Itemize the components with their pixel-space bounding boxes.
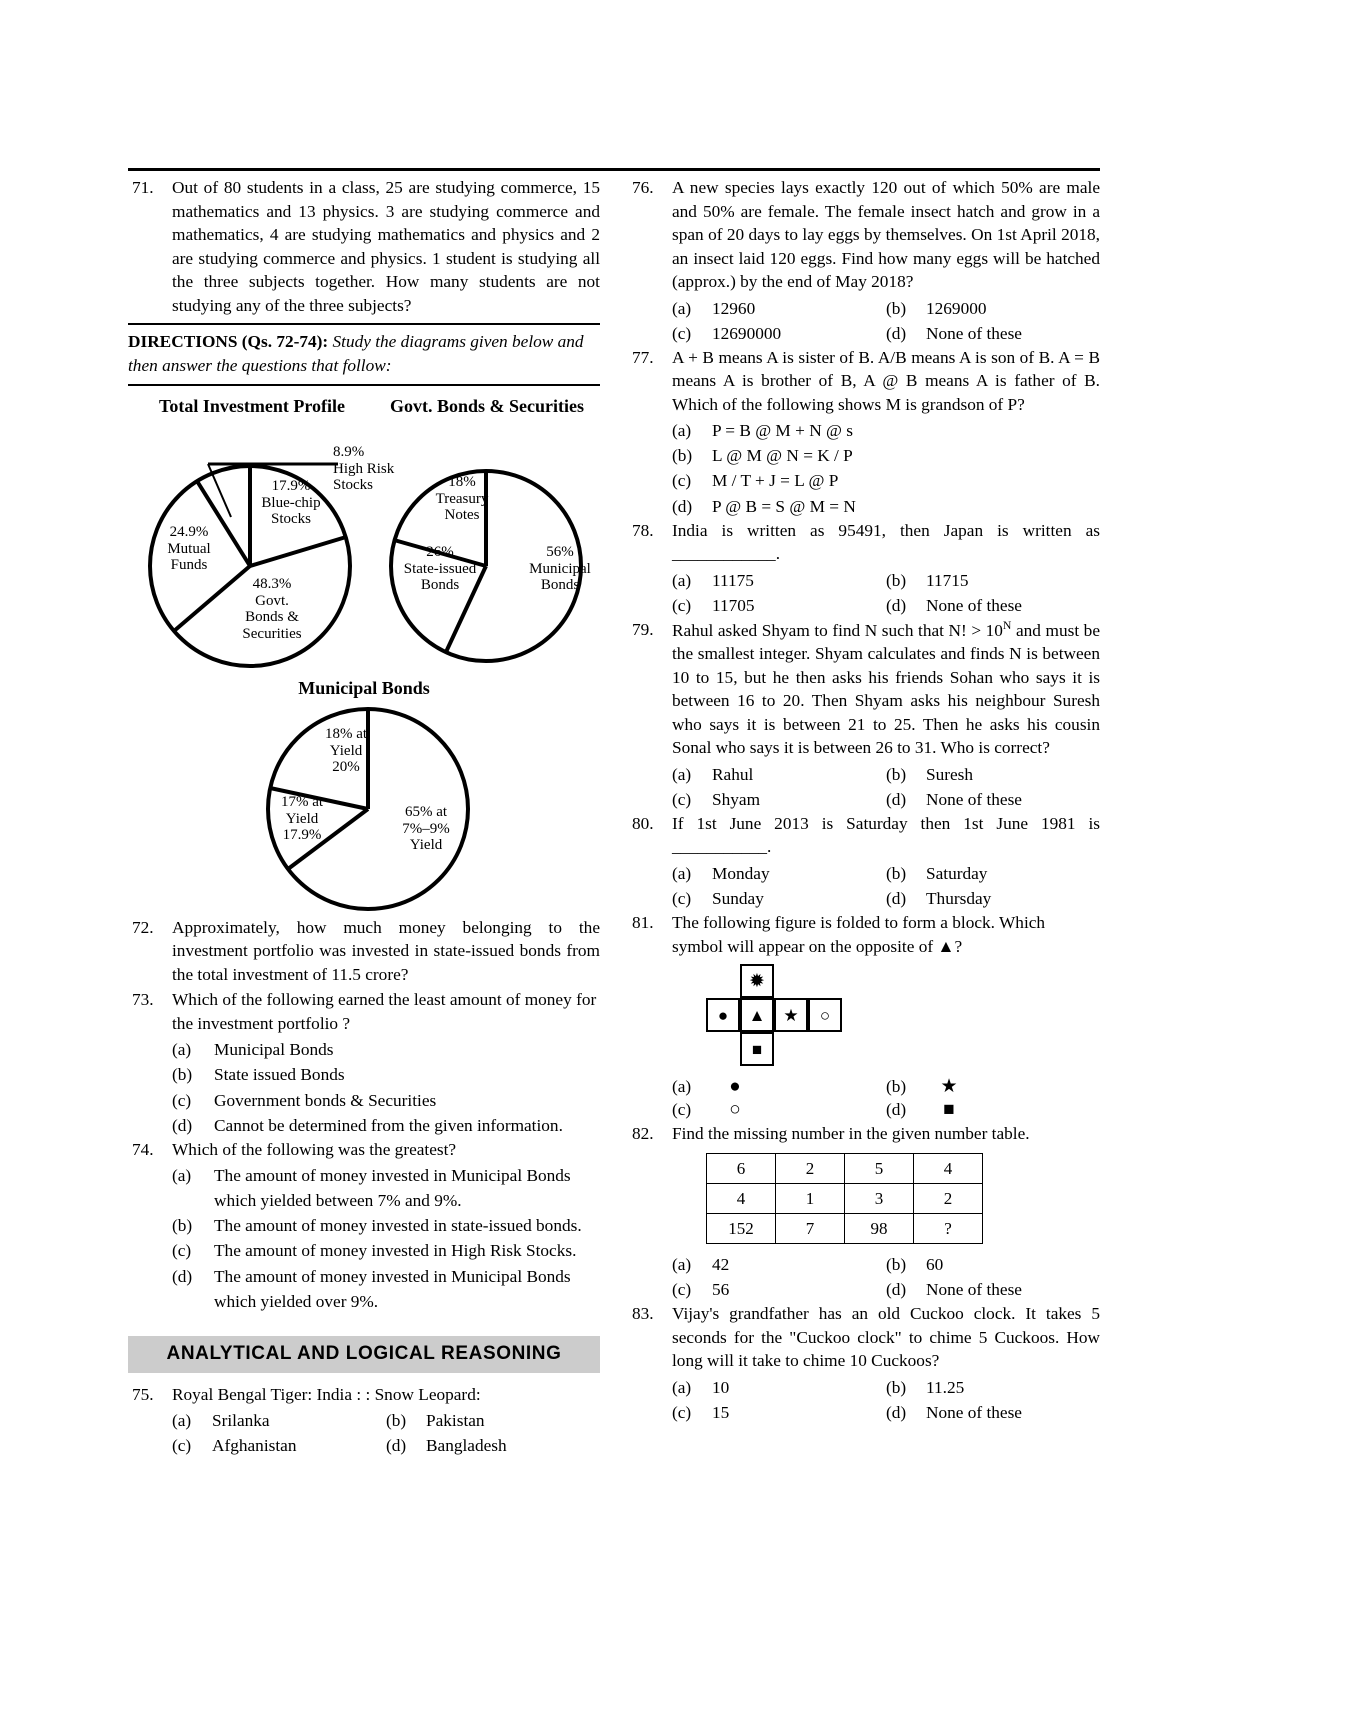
table-cell: 4 bbox=[707, 1184, 776, 1214]
option-d[interactable] bbox=[886, 1099, 1100, 1122]
option-b[interactable] bbox=[886, 1252, 1100, 1277]
option-label: (a) bbox=[672, 1077, 692, 1097]
option-label: (a) bbox=[672, 764, 692, 784]
table-cell: 2 bbox=[914, 1184, 983, 1214]
option-label: (c) bbox=[672, 1099, 692, 1119]
option-a[interactable] bbox=[172, 1037, 600, 1062]
question-number: 72. bbox=[132, 917, 154, 937]
option-text: Cannot be determined from the given information. bbox=[214, 1115, 563, 1135]
option-text: Bangladesh bbox=[426, 1436, 507, 1456]
option-label: (b) bbox=[886, 1255, 907, 1275]
q79-text-post: and must be the smallest integer. Shyam calculates and finds N is between 10 to 15, but he then asks his friends Sohan who says it is between 16 to 20. Then Shyam asks his neighbour Suresh who says it is between 21 to 25. Then he asks his cousin Sonal who says it is between 26 to 31. Who is correct? bbox=[672, 620, 1100, 758]
option-text: None of these bbox=[926, 595, 1022, 615]
option-text: None of these bbox=[926, 323, 1022, 343]
c1-mf-l2: Mutual bbox=[167, 540, 211, 557]
option-text: Srilanka bbox=[212, 1411, 270, 1431]
option-b[interactable] bbox=[672, 443, 1100, 468]
option-label: (d) bbox=[172, 1115, 193, 1135]
option-text: Shyam bbox=[712, 789, 761, 809]
chart-3-label-yield-20 bbox=[300, 726, 392, 776]
option-label: (a) bbox=[672, 421, 692, 441]
option-d[interactable] bbox=[886, 321, 1100, 346]
c1-gb-l3: Bonds & bbox=[245, 609, 299, 626]
option-d[interactable] bbox=[886, 886, 1100, 911]
q79-exponent: N bbox=[1002, 618, 1012, 632]
option-b[interactable] bbox=[886, 861, 1100, 886]
question-text: A new species lays exactly 120 out of which 50% are male and 50% are female. The female insect hatch and grow in a span of 20 days to lay eggs by themselves. On 1st April 2018, an insect laid 120 eggs. Find how many eggs will be hatched (approx.) by the end of May 2018? bbox=[672, 178, 1100, 292]
option-text: 11715 bbox=[926, 570, 969, 590]
option-c[interactable] bbox=[672, 886, 886, 911]
option-text: Thursday bbox=[926, 888, 992, 908]
option-a[interactable] bbox=[672, 1252, 886, 1277]
option-label: (b) bbox=[172, 1065, 193, 1085]
option-d[interactable] bbox=[886, 593, 1100, 618]
option-text: 10 bbox=[712, 1377, 730, 1397]
chart-2-label-state-issued bbox=[378, 544, 502, 594]
option-b[interactable] bbox=[886, 296, 1100, 321]
chart-3-label-yield-17-9 bbox=[256, 794, 348, 844]
option-label: (a) bbox=[672, 570, 692, 590]
left-column bbox=[128, 176, 600, 1458]
c1-hr-pct: 8.9% bbox=[333, 443, 365, 460]
option-text: The amount of money invested in Municipal Bonds which yielded between 7% and 9%. bbox=[214, 1166, 571, 1211]
option-label: (b) bbox=[886, 863, 907, 883]
option-d[interactable] bbox=[886, 787, 1100, 812]
c3-c3: Yield bbox=[409, 837, 443, 854]
c2-mb-l2: Municipal bbox=[529, 560, 591, 577]
c3-a3: 20% bbox=[332, 759, 360, 776]
question-number: 80. bbox=[632, 813, 654, 833]
option-text: 15 bbox=[712, 1402, 730, 1422]
option-b[interactable] bbox=[172, 1213, 600, 1238]
c1-bc-l2: Blue-chip bbox=[261, 494, 321, 511]
option-label: (a) bbox=[172, 1040, 192, 1060]
question-83 bbox=[628, 1302, 1100, 1373]
question-number: 71. bbox=[132, 178, 154, 197]
option-text: 11175 bbox=[712, 570, 754, 590]
table-cell: 7 bbox=[776, 1214, 845, 1244]
option-text: Rahul bbox=[712, 764, 754, 784]
question-number: 82. bbox=[632, 1123, 654, 1143]
option-c[interactable] bbox=[672, 787, 886, 812]
question-77-options bbox=[672, 418, 1100, 518]
option-label: (d) bbox=[886, 323, 907, 343]
c2-tn-pct: 18% bbox=[448, 473, 476, 490]
table-cell: 3 bbox=[845, 1184, 914, 1214]
option-text: P = B @ M + N @ s bbox=[712, 421, 853, 441]
c1-bc-l3: Stocks bbox=[270, 511, 311, 528]
option-text: State issued Bonds bbox=[214, 1065, 345, 1085]
question-text: Out of 80 students in a class, 25 are studying commerce, 15 mathematics and 13 physics. 3 are studying commerce and mathematics, 4 are studying mathematics and physics and 2 are studying commerce and physics. 1 student is studying all the three subjects together. How many students are not studying any of the three subjects? bbox=[172, 178, 600, 315]
option-d[interactable] bbox=[172, 1264, 600, 1314]
option-c[interactable] bbox=[172, 1088, 600, 1113]
question-text: Approximately, how much money belonging to the investment portfolio was invested in state-issued bonds from the total investment of 11.5 crore? bbox=[172, 917, 600, 984]
c1-mf-l3: Funds bbox=[170, 557, 208, 574]
directions-text: Study the diagrams given below and then answer the questions that follow: bbox=[128, 332, 584, 375]
question-text: If 1st June 2013 is Saturday then 1st June 1981 is ___________. bbox=[672, 813, 1100, 857]
question-80-options bbox=[672, 861, 1100, 911]
c2-mb-l3: Bonds bbox=[540, 577, 580, 594]
option-text: The amount of money invested in state-issued bonds. bbox=[214, 1216, 582, 1236]
directions-label: DIRECTIONS (Qs. 72-74): bbox=[128, 332, 329, 352]
c3-b2: Yield bbox=[285, 810, 319, 827]
option-text: Monday bbox=[712, 863, 770, 883]
option-label: (c) bbox=[672, 471, 692, 491]
open-circle-icon: ○ bbox=[729, 1098, 741, 1120]
section-header-analytical-logical-reasoning: ANALYTICAL AND LOGICAL REASONING bbox=[128, 1336, 600, 1373]
question-text: India is written as 95491, then Japan is written as ____________. bbox=[672, 520, 1100, 564]
option-b[interactable] bbox=[886, 568, 1100, 593]
option-label: (c) bbox=[172, 1241, 192, 1261]
option-a[interactable] bbox=[672, 861, 886, 886]
question-text: Royal Bengal Tiger: India : : Snow Leopard: bbox=[172, 1384, 481, 1404]
option-text: Suresh bbox=[926, 764, 974, 784]
question-75 bbox=[128, 1383, 600, 1407]
option-label: (b) bbox=[672, 446, 693, 466]
option-label: (b) bbox=[886, 570, 907, 590]
question-71 bbox=[128, 176, 600, 317]
question-number: 78. bbox=[632, 520, 654, 540]
c2-si-l3: Bonds bbox=[420, 577, 460, 594]
option-label: (d) bbox=[886, 789, 907, 809]
c1-gb-l2: Govt. bbox=[255, 592, 289, 609]
option-label: (a) bbox=[172, 1411, 192, 1431]
pie-charts-figure bbox=[128, 396, 600, 916]
q81-text-post: ? bbox=[954, 936, 963, 956]
option-b[interactable] bbox=[386, 1408, 600, 1433]
question-text: Find the missing number in the given number table. bbox=[672, 1123, 1030, 1143]
option-c[interactable] bbox=[672, 321, 886, 346]
net-cell-triangle bbox=[740, 998, 774, 1032]
option-text: 11705 bbox=[712, 595, 755, 615]
option-c[interactable] bbox=[672, 1277, 886, 1302]
question-82-options bbox=[672, 1252, 1100, 1302]
option-a[interactable] bbox=[672, 1375, 886, 1400]
question-81 bbox=[628, 911, 1100, 958]
option-text: The amount of money invested in High Risk Stocks. bbox=[214, 1241, 577, 1261]
question-number: 76. bbox=[632, 178, 654, 197]
right-column bbox=[628, 176, 1100, 1458]
star-icon: ★ bbox=[940, 1076, 958, 1098]
c3-b3: 17.9% bbox=[282, 827, 322, 844]
option-label: (a) bbox=[672, 863, 692, 883]
question-77 bbox=[628, 346, 1100, 417]
option-text: 56 bbox=[712, 1280, 730, 1300]
starburst-icon: ✹ bbox=[749, 970, 765, 992]
option-label: (c) bbox=[172, 1436, 192, 1456]
option-b[interactable] bbox=[886, 1375, 1100, 1400]
c1-gb-l4: Securities bbox=[242, 626, 302, 643]
option-c[interactable] bbox=[672, 468, 1100, 493]
c1-mf-pct: 24.9% bbox=[169, 523, 209, 540]
chart-2-label-treasury bbox=[410, 474, 514, 524]
question-76-options bbox=[672, 296, 1100, 346]
c2-tn-l2: Treasury bbox=[435, 490, 489, 507]
question-text: Which of the following was the greatest? bbox=[172, 1139, 457, 1159]
question-text: Which of the following earned the least amount of money for the investment portfolio ? bbox=[172, 990, 597, 1033]
option-label: (d) bbox=[886, 595, 907, 615]
question-text bbox=[672, 911, 1100, 958]
filled-circle-icon: ● bbox=[729, 1076, 741, 1098]
option-label: (c) bbox=[672, 1402, 692, 1422]
option-text: Afghanistan bbox=[212, 1436, 297, 1456]
option-label: (d) bbox=[886, 1099, 907, 1119]
option-c[interactable] bbox=[672, 1400, 886, 1425]
option-text: None of these bbox=[926, 1402, 1022, 1422]
directions-block bbox=[128, 323, 600, 386]
net-cell-filled-circle bbox=[706, 998, 740, 1032]
option-text: 11.25 bbox=[926, 1377, 965, 1397]
table-cell: 5 bbox=[845, 1154, 914, 1184]
option-d[interactable] bbox=[386, 1433, 600, 1458]
question-78-options bbox=[672, 568, 1100, 618]
chart-1-title: Total Investment Profile bbox=[159, 395, 345, 416]
option-a[interactable] bbox=[172, 1408, 386, 1433]
question-73 bbox=[128, 988, 600, 1035]
option-text: Municipal Bonds bbox=[214, 1040, 334, 1060]
option-label: (b) bbox=[172, 1216, 193, 1236]
page-top-rule bbox=[128, 168, 1100, 171]
net-cell-star bbox=[774, 998, 808, 1032]
question-78 bbox=[628, 519, 1100, 566]
c2-mb-pct: 56% bbox=[546, 543, 574, 560]
option-label: (c) bbox=[172, 1090, 192, 1110]
option-label: (b) bbox=[386, 1411, 407, 1431]
table-cell: 1 bbox=[776, 1184, 845, 1214]
q81-text-pre: The following figure is folded to form a block. Which symbol will appear on the opposite of bbox=[672, 912, 1046, 956]
chart-2-title: Govt. Bonds & Securities bbox=[389, 395, 584, 416]
option-label: (b) bbox=[886, 1377, 907, 1397]
question-number: 73. bbox=[132, 990, 154, 1010]
filled-circle-icon: ● bbox=[717, 1005, 729, 1025]
c2-si-l2: State-issued bbox=[403, 560, 477, 577]
option-label: (d) bbox=[886, 1280, 907, 1300]
question-number: 81. bbox=[632, 912, 654, 932]
net-cell-open-circle bbox=[808, 998, 842, 1032]
option-d[interactable] bbox=[886, 1277, 1100, 1302]
question-number: 79. bbox=[632, 619, 654, 639]
option-text: 12960 bbox=[712, 298, 756, 318]
option-text: L @ M @ N = K / P bbox=[712, 446, 853, 466]
option-b[interactable] bbox=[172, 1062, 600, 1087]
question-82 bbox=[628, 1122, 1100, 1146]
option-label: (c) bbox=[672, 323, 692, 343]
option-label: (b) bbox=[886, 764, 907, 784]
option-label: (d) bbox=[386, 1436, 407, 1456]
option-text: Sunday bbox=[712, 888, 764, 908]
question-74-options bbox=[172, 1163, 600, 1313]
option-d[interactable] bbox=[172, 1113, 600, 1138]
option-c[interactable] bbox=[172, 1433, 386, 1458]
option-a[interactable] bbox=[672, 568, 886, 593]
option-label: (c) bbox=[672, 595, 692, 615]
option-label: (a) bbox=[672, 298, 692, 318]
option-text: Saturday bbox=[926, 863, 988, 883]
table-cell: 6 bbox=[707, 1154, 776, 1184]
question-79-options bbox=[672, 762, 1100, 812]
c2-tn-l3: Notes bbox=[444, 507, 480, 524]
c3-a2: Yield bbox=[329, 742, 363, 759]
option-label: (d) bbox=[172, 1266, 193, 1286]
option-text: P @ B = S @ M = N bbox=[712, 496, 856, 516]
option-label: (a) bbox=[672, 1255, 692, 1275]
option-label: (a) bbox=[672, 1377, 692, 1397]
question-73-options bbox=[172, 1037, 600, 1137]
option-a[interactable] bbox=[172, 1163, 600, 1213]
filled-square-icon: ■ bbox=[751, 1039, 763, 1059]
question-83-options bbox=[672, 1375, 1100, 1425]
c1-hr-l2: High Risk bbox=[333, 460, 395, 477]
option-a[interactable] bbox=[672, 418, 1100, 443]
option-d[interactable] bbox=[886, 1400, 1100, 1425]
option-text: Pakistan bbox=[426, 1411, 485, 1431]
option-text: None of these bbox=[926, 1280, 1022, 1300]
question-number: 77. bbox=[632, 347, 654, 367]
table-cell: 152 bbox=[707, 1214, 776, 1244]
option-text: 1269000 bbox=[926, 298, 987, 318]
q79-text-pre: Rahul asked Shyam to find N such that N! > 10 bbox=[672, 620, 1003, 640]
filled-square-icon: ■ bbox=[943, 1098, 955, 1120]
question-text: Vijay's grandfather has an old Cuckoo clock. It takes 5 seconds for the "Cuckoo clock" to chime 5 Cuckoos. How long will it take to chime 10 Cuckoos? bbox=[672, 1304, 1100, 1371]
table-cell: 2 bbox=[776, 1154, 845, 1184]
question-text bbox=[672, 618, 1100, 760]
c3-c1: 65% at bbox=[404, 803, 448, 820]
open-circle-icon: ○ bbox=[819, 1005, 831, 1025]
question-74 bbox=[128, 1138, 600, 1162]
option-label: (d) bbox=[886, 1402, 907, 1422]
two-column-body bbox=[128, 176, 1100, 1458]
table-row bbox=[707, 1214, 983, 1244]
chart-3-title: Municipal Bonds bbox=[298, 677, 430, 698]
cube-net-figure bbox=[706, 964, 946, 1072]
question-79 bbox=[628, 618, 1100, 760]
table-cell-missing: ? bbox=[914, 1214, 983, 1244]
option-label: (d) bbox=[672, 496, 693, 516]
option-b[interactable] bbox=[886, 1076, 1100, 1099]
triangle-icon: ▲ bbox=[748, 1005, 766, 1025]
net-cell-filled-square bbox=[740, 1032, 774, 1066]
star-icon: ★ bbox=[783, 1005, 799, 1025]
net-cell-starburst bbox=[740, 964, 774, 998]
c1-hr-l3: Stocks bbox=[333, 477, 374, 494]
triangle-icon: ▲ bbox=[937, 936, 955, 956]
option-a[interactable] bbox=[672, 296, 886, 321]
question-number: 74. bbox=[132, 1139, 154, 1159]
question-80 bbox=[628, 812, 1100, 859]
c3-b1: 17% at bbox=[280, 793, 324, 810]
option-label: (b) bbox=[886, 1077, 907, 1097]
option-text: 12690000 bbox=[712, 323, 782, 343]
question-number: 75. bbox=[132, 1384, 154, 1404]
c3-c2: 7%–9% bbox=[402, 820, 450, 837]
table-row bbox=[707, 1154, 983, 1184]
question-number: 83. bbox=[632, 1304, 654, 1324]
option-text: 60 bbox=[926, 1255, 944, 1275]
question-76 bbox=[628, 176, 1100, 294]
option-text: 42 bbox=[712, 1255, 730, 1275]
question-75-options bbox=[172, 1408, 600, 1458]
option-text: Government bonds & Securities bbox=[214, 1090, 437, 1110]
c2-si-pct: 26% bbox=[426, 543, 454, 560]
option-d[interactable] bbox=[672, 494, 1100, 519]
option-c[interactable] bbox=[672, 1099, 886, 1122]
option-label: (c) bbox=[672, 789, 692, 809]
table-row bbox=[707, 1184, 983, 1214]
option-c[interactable] bbox=[672, 593, 886, 618]
question-text: A + B means A is sister of B. A/B means A is son of B. A = B means A is brother of B, A @ B means A is father of B. Which of the following shows M is grandson of P? bbox=[672, 347, 1100, 414]
table-cell: 4 bbox=[914, 1154, 983, 1184]
c1-bc-pct: 17.9% bbox=[271, 477, 311, 494]
option-c[interactable] bbox=[172, 1238, 600, 1263]
option-label: (c) bbox=[672, 888, 692, 908]
question-81-options bbox=[672, 1076, 1100, 1122]
c1-gb-pct: 48.3% bbox=[252, 575, 292, 592]
number-table bbox=[706, 1153, 983, 1244]
option-label: (a) bbox=[172, 1166, 192, 1186]
chart-2-label-municipal bbox=[508, 544, 612, 594]
option-label: (c) bbox=[672, 1280, 692, 1300]
c3-a1: 18% at bbox=[324, 725, 368, 742]
option-a[interactable] bbox=[672, 1076, 886, 1099]
option-a[interactable] bbox=[672, 762, 886, 787]
option-label: (d) bbox=[886, 888, 907, 908]
option-text: M / T + J = L @ P bbox=[712, 471, 839, 491]
option-text: The amount of money invested in Municipal Bonds which yielded over 9%. bbox=[214, 1266, 571, 1311]
option-b[interactable] bbox=[886, 762, 1100, 787]
chart-3-label-yield-7-9 bbox=[378, 804, 474, 854]
table-cell: 98 bbox=[845, 1214, 914, 1244]
option-text: None of these bbox=[926, 789, 1022, 809]
option-label: (b) bbox=[886, 298, 907, 318]
